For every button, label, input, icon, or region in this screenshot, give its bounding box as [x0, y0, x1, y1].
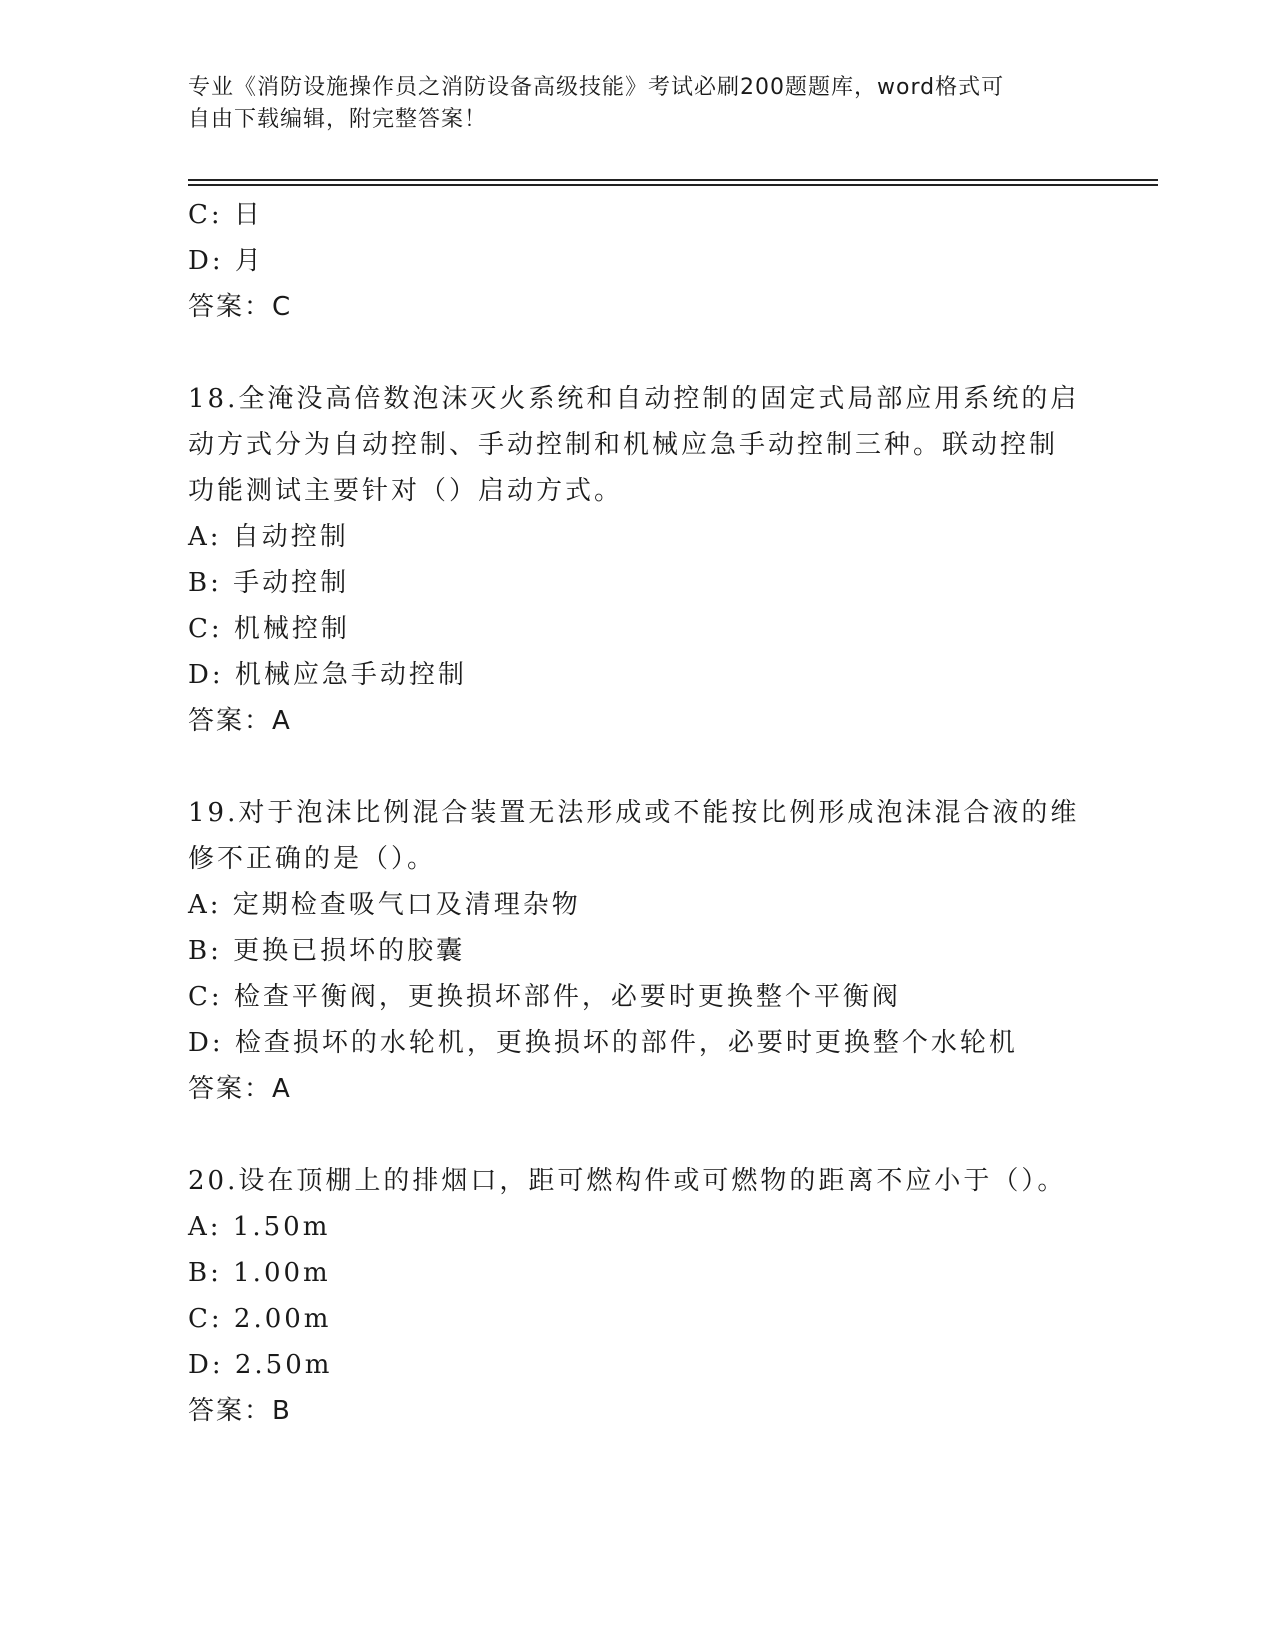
answer: 答案：B — [188, 1396, 292, 1426]
option-c: C: 2.00m — [188, 1304, 332, 1334]
option-a: A: 定期检查吸气口及清理杂物 — [188, 890, 581, 920]
question-19 — [188, 790, 1088, 1112]
option-b: B: 手动控制 — [188, 568, 350, 598]
question-stem-line: 18.全淹没高倍数泡沫灭火系统和自动控制的固定式局部应用系统的启 — [188, 384, 1080, 414]
option-d: D: 月 — [188, 246, 264, 276]
question-list — [188, 192, 1088, 1434]
answer: 答案：A — [188, 1074, 292, 1104]
option-d: D: 检查损坏的水轮机，更换损坏的部件，必要时更换整个水轮机 — [188, 1028, 1018, 1058]
question-stem-line: 动方式分为自动控制、手动控制和机械应急手动控制三种。联动控制 — [188, 430, 1059, 460]
question-stem-line: 修不正确的是（）。 — [188, 844, 437, 874]
option-c: C: 检查平衡阀，更换损坏部件，必要时更换整个平衡阀 — [188, 982, 901, 1012]
option-c: C: 日 — [188, 200, 263, 230]
option-d: D: 机械应急手动控制 — [188, 660, 467, 690]
question-18 — [188, 376, 1088, 744]
question-20 — [188, 1158, 1088, 1434]
option-b: B: 1.00m — [188, 1258, 331, 1288]
option-c: C: 机械控制 — [188, 614, 350, 644]
question-stem-line: 20.设在顶棚上的排烟口，距可燃构件或可燃物的距离不应小于（）。 — [188, 1166, 1067, 1196]
option-a: A: 1.50m — [188, 1212, 331, 1242]
question-17 — [188, 192, 1088, 330]
header-divider-bottom — [188, 184, 1158, 186]
header-line-1: 专业《消防设施操作员之消防设备高级技能》考试必刷200题题库，word格式可 — [188, 75, 1005, 100]
option-a: A: 自动控制 — [188, 522, 349, 552]
question-stem-line: 功能测试主要针对（）启动方式。 — [188, 476, 624, 506]
answer: 答案：A — [188, 706, 292, 736]
question-stem-line: 19.对于泡沫比例混合装置无法形成或不能按比例形成泡沫混合液的维 — [188, 798, 1080, 828]
option-b: B: 更换已损坏的胶囊 — [188, 936, 466, 966]
document-header — [188, 72, 1088, 136]
header-line-2: 自由下载编辑，附完整答案！ — [188, 107, 488, 132]
option-d: D: 2.50m — [188, 1350, 333, 1380]
answer: 答案：C — [188, 292, 293, 322]
header-divider-top — [188, 179, 1158, 181]
